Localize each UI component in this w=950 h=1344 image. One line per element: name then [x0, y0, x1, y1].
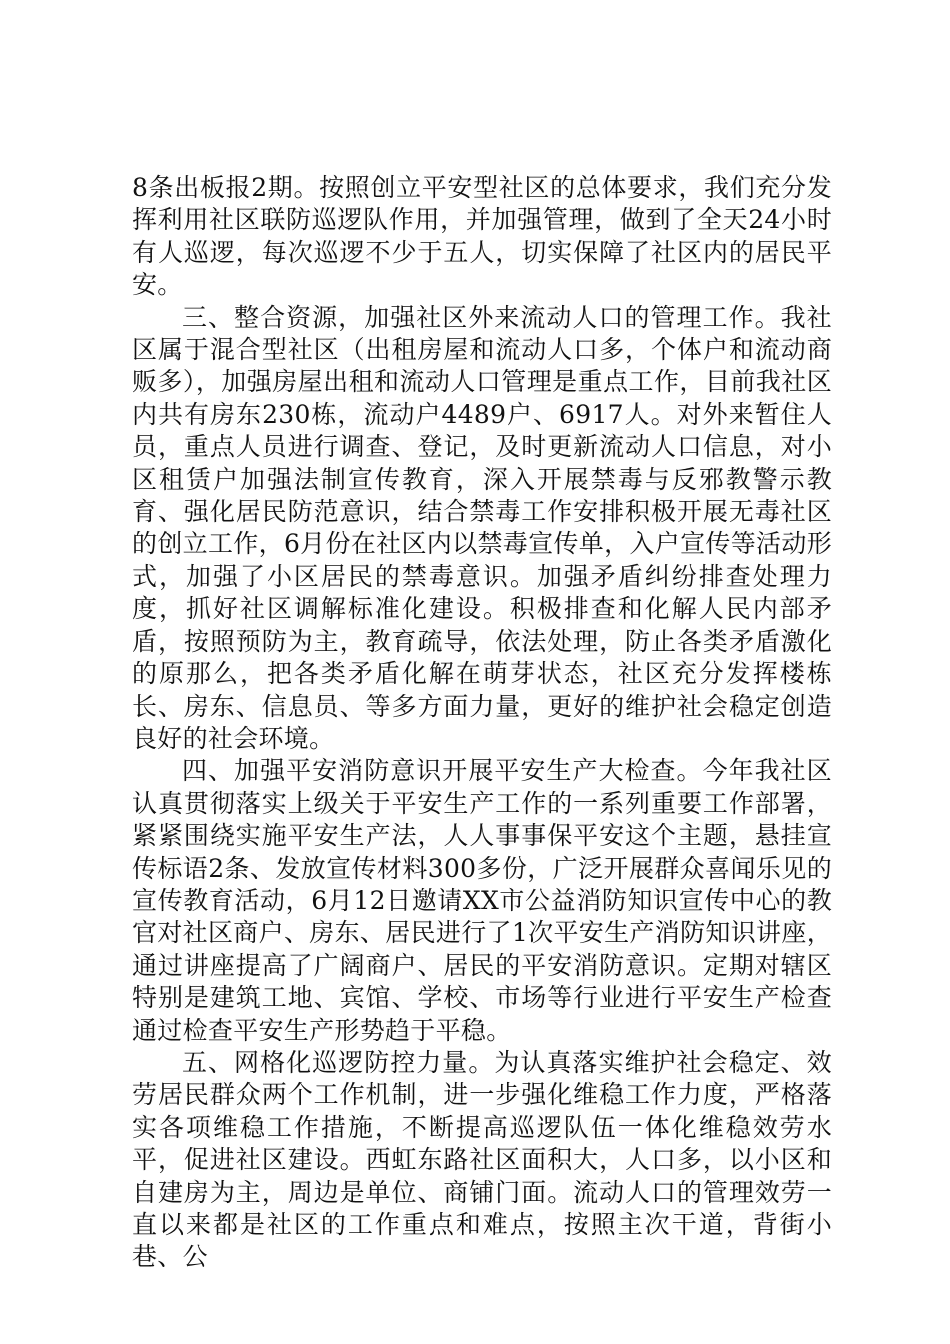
paragraph-continuation: 8条出板报2期。按照创立平安型社区的总体要求，我们充分发挥利用社区联防巡逻队作用，并加强管理，做到了全天24小时有人巡逻，每次巡逻不少于五人，切实保障了社区内的居民平安。 [132, 173, 832, 300]
document-body [132, 172, 832, 1274]
paragraph-section-three: 三、整合资源，加强社区外来流动人口的管理工作。我社区属于混合型社区（出租房屋和流动人口多，个体户和流动商贩多），加强房屋出租和流动人口管理是重点工作，目前我社区内共有房东230栋，流动户4489户、6917人。对外来暂住人员，重点人员进行调查、登记，及时更新流动人口信息，对小区租赁户加强法制宣传教育，深入开展禁毒与反邪教警示教育、强化居民防范意识，结合禁毒工作安排积极开展无毒社区的创立工作，6月份在社区内以禁毒宣传单，入户宣传等活动形式，加强了小区居民的禁毒意识。加强矛盾纠纷排查处理力度，抓好社区调解标准化建设。积极排查和化解人民内部矛盾，按照预防为主，教育疏导，依法处理，防止各类矛盾激化的原那么，把各类矛盾化解在萌芽状态，社区充分发挥楼栋长、房东、信息员、等多方面力量，更好的维护社会稳定创造良好的社会环境。 [132, 302, 832, 753]
paragraph-section-five: 五、网格化巡逻防控力量。为认真落实维护社会稳定、效劳居民群众两个工作机制，进一步强化维稳工作力度，严格落实各项维稳工作措施，不断提高巡逻队伍一体化维稳效劳水平，促进社区建设。西虹东路社区面积大，人口多，以小区和自建房为主，周边是单位、商铺门面。流动人口的管理效劳一直以来都是社区的工作重点和难点，按照主次干道，背街小巷、公 [132, 1047, 832, 1272]
paragraph-section-four: 四、加强平安消防意识开展平安生产大检查。今年我社区认真贯彻落实上级关于平安生产工作的一系列重要工作部署，紧紧围绕实施平安生产法，人人事事保平安这个主题，悬挂宣传标语2条、发放宣传材料300多份，广泛开展群众喜闻乐见的宣传教育活动，6月12日邀请XX市公益消防知识宣传中心的教官对社区商户、房东、居民进行了1次平安生产消防知识讲座，通过讲座提高了广阔商户、居民的平安消防意识。定期对辖区特别是建筑工地、宾馆、学校、市场等行业进行平安生产检查通过检查平安生产形势趋于平稳。 [132, 756, 832, 1045]
